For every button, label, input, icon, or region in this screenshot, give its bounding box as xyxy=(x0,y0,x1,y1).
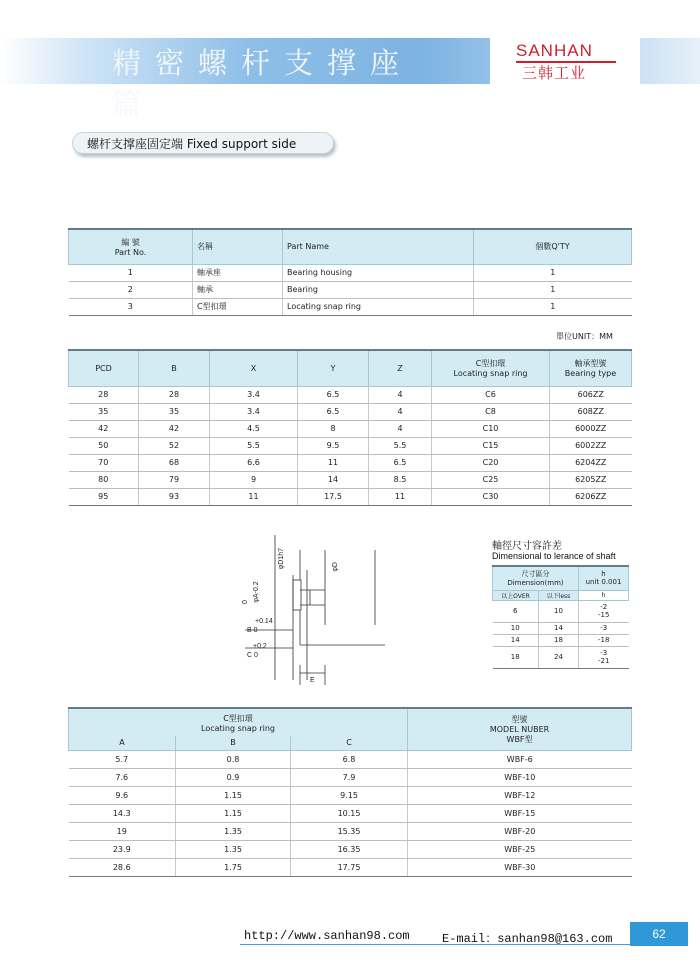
cell: -18 xyxy=(579,634,629,646)
cell: 35 xyxy=(69,403,139,420)
dim-d1h7: φD1h7 xyxy=(278,548,285,570)
table-row xyxy=(69,420,632,437)
cell: 0.8 xyxy=(176,750,291,768)
header-model: 型號 MODEL NUBER WBF型 xyxy=(408,708,632,750)
page-number: 62 xyxy=(630,922,688,946)
table-row xyxy=(493,600,629,622)
cell: 6000ZZ xyxy=(550,420,632,437)
cell: 1.15 xyxy=(176,804,291,822)
cell: 15.35 xyxy=(291,822,408,840)
header-part-name: Part Name xyxy=(283,229,474,264)
dim-b: B 0 xyxy=(247,627,258,634)
part-name-en: Bearing xyxy=(283,281,474,298)
cell: 18 xyxy=(493,646,539,668)
cell: WBF-30 xyxy=(408,858,632,876)
cell: 14 xyxy=(539,622,579,634)
cell: 4.5 xyxy=(210,420,298,437)
cell: 5.5 xyxy=(210,437,298,454)
cell: 6 xyxy=(493,600,539,622)
header-name-cn: 名稱 xyxy=(193,229,283,264)
cell: 17.5 xyxy=(298,488,369,505)
header-part-no: 編 號 Part No. xyxy=(69,229,193,264)
cell: 6204ZZ xyxy=(550,454,632,471)
footer-email[interactable]: E-mail：sanhan98@163.com xyxy=(442,932,613,946)
cell: 0.9 xyxy=(176,768,291,786)
table-row xyxy=(69,840,632,858)
table-row xyxy=(69,386,632,403)
cell: 5.7 xyxy=(69,750,176,768)
brand-name-en: SANHAN xyxy=(516,41,593,60)
header-pcd: PCD xyxy=(69,350,139,386)
header-qty: 個數Q'TY xyxy=(474,229,632,264)
header-snap-ring-group: C型扣環 Locating snap ring xyxy=(69,708,408,736)
cell: -3 -21 xyxy=(579,646,629,668)
table-row xyxy=(493,646,629,668)
tol-size-header: 尺寸區分 Dimension(mm) xyxy=(493,566,579,590)
table-row xyxy=(69,768,632,786)
cell: 80 xyxy=(69,471,139,488)
cell: 1.35 xyxy=(176,822,291,840)
cell: 5.5 xyxy=(369,437,432,454)
cell: WBF-12 xyxy=(408,786,632,804)
tol-less-header: 以下less xyxy=(539,590,579,600)
part-no: 1 xyxy=(69,264,193,281)
cell: 4 xyxy=(369,403,432,420)
cell: 35 xyxy=(139,403,210,420)
cell: 10 xyxy=(493,622,539,634)
cell: 14.3 xyxy=(69,804,176,822)
tol-h2-header: h xyxy=(579,590,629,600)
dim-c: C 0 xyxy=(247,652,258,659)
cell: C6 xyxy=(432,386,550,403)
cell: 6.8 xyxy=(291,750,408,768)
cell: 68 xyxy=(139,454,210,471)
header-bearing-type: 軸承型號 Bearing type xyxy=(550,350,632,386)
cell: 42 xyxy=(139,420,210,437)
dim-a: φA-0.2 xyxy=(253,581,260,603)
table-row xyxy=(69,471,632,488)
header-snap-ring: C型扣環 Locating snap ring xyxy=(432,350,550,386)
cell: C15 xyxy=(432,437,550,454)
table-row xyxy=(69,264,632,281)
tol-over-header: 以上OVER xyxy=(493,590,539,600)
cell: 8.5 xyxy=(369,471,432,488)
cell: 9.6 xyxy=(69,786,176,804)
cell: 9.5 xyxy=(298,437,369,454)
table-row xyxy=(69,488,632,505)
cell: 7.6 xyxy=(69,768,176,786)
dim-e: E xyxy=(310,677,315,684)
cell: WBF-6 xyxy=(408,750,632,768)
cell: 11 xyxy=(298,454,369,471)
cell: 50 xyxy=(69,437,139,454)
cell: 23.9 xyxy=(69,840,176,858)
cell: C25 xyxy=(432,471,550,488)
dimension-table xyxy=(68,349,632,506)
cell: 16.35 xyxy=(291,840,408,858)
cell: 70 xyxy=(69,454,139,471)
cell: 11 xyxy=(369,488,432,505)
cell: 52 xyxy=(139,437,210,454)
table-row xyxy=(69,298,632,315)
part-name-cn: C型扣環 xyxy=(193,298,283,315)
cell: WBF-10 xyxy=(408,768,632,786)
section-heading: 螺杆支撑座固定端 Fixed support side xyxy=(72,132,334,154)
cell: WBF-20 xyxy=(408,822,632,840)
cell: -2 -15 xyxy=(579,600,629,622)
table-row xyxy=(69,454,632,471)
table-row xyxy=(69,403,632,420)
part-qty: 1 xyxy=(474,281,632,298)
cell: 8 xyxy=(298,420,369,437)
header-b: B xyxy=(139,350,210,386)
cell: 17.75 xyxy=(291,858,408,876)
cell: 7.9 xyxy=(291,768,408,786)
table-row xyxy=(69,804,632,822)
table-row xyxy=(69,281,632,298)
footer-website-link[interactable]: http://www.sanhan98.com xyxy=(244,929,410,943)
cell: 95 xyxy=(69,488,139,505)
snap-ring-groove-drawing xyxy=(225,530,400,695)
cell: 14 xyxy=(493,634,539,646)
cell: 24 xyxy=(539,646,579,668)
cell: 6.5 xyxy=(369,454,432,471)
tolerance-table xyxy=(492,565,629,669)
table-row xyxy=(69,822,632,840)
cell: 4 xyxy=(369,420,432,437)
cell: WBF-15 xyxy=(408,804,632,822)
cell: 1.75 xyxy=(176,858,291,876)
cell: 28 xyxy=(139,386,210,403)
cell: 608ZZ xyxy=(550,403,632,420)
table-row xyxy=(69,858,632,876)
dim-a-zero: 0 xyxy=(242,600,249,604)
cell: 6206ZZ xyxy=(550,488,632,505)
tolerance-title-cn: 軸徑尺寸容許差 xyxy=(492,541,562,552)
cell: 1.35 xyxy=(176,840,291,858)
table-row xyxy=(69,437,632,454)
part-name-en: Locating snap ring xyxy=(283,298,474,315)
cell: 6002ZZ xyxy=(550,437,632,454)
cell: C30 xyxy=(432,488,550,505)
cell: 10 xyxy=(539,600,579,622)
table-row xyxy=(69,786,632,804)
part-no: 2 xyxy=(69,281,193,298)
cell: 42 xyxy=(69,420,139,437)
header-c: C xyxy=(291,736,408,750)
part-no: 3 xyxy=(69,298,193,315)
tolerance-title-en: Dimensional to lerance of shaft xyxy=(492,551,616,561)
cell: 9 xyxy=(210,471,298,488)
cell: 6205ZZ xyxy=(550,471,632,488)
cell: 6.6 xyxy=(210,454,298,471)
unit-label: 單位UNIT：MM xyxy=(556,332,613,341)
cell: 606ZZ xyxy=(550,386,632,403)
cell: 6.5 xyxy=(298,386,369,403)
snap-ring-table xyxy=(68,707,632,877)
page-title: 精密螺杆支撑座篇 xyxy=(112,46,414,121)
header-a: A xyxy=(69,736,176,750)
cell: 3.4 xyxy=(210,403,298,420)
brand-name-cn: 三韩工业 xyxy=(522,64,587,82)
header-z: Z xyxy=(369,350,432,386)
cell: 4 xyxy=(369,386,432,403)
header-y: Y xyxy=(298,350,369,386)
cell: 3.4 xyxy=(210,386,298,403)
cell: 93 xyxy=(139,488,210,505)
cell: 79 xyxy=(139,471,210,488)
cell: 19 xyxy=(69,822,176,840)
dim-c-tol: +0.2 xyxy=(253,643,267,650)
cell: C8 xyxy=(432,403,550,420)
cell: 11 xyxy=(210,488,298,505)
table-row xyxy=(69,750,632,768)
cell: WBF-25 xyxy=(408,840,632,858)
cell: 28 xyxy=(69,386,139,403)
cell: 6.5 xyxy=(298,403,369,420)
dim-b-tol: +0.14 xyxy=(255,618,273,625)
cell: C20 xyxy=(432,454,550,471)
cell: 14 xyxy=(298,471,369,488)
part-name-cn: 軸承 xyxy=(193,281,283,298)
table-row xyxy=(493,622,629,634)
cell: -3 xyxy=(579,622,629,634)
dim-d: φD xyxy=(332,562,339,572)
part-qty: 1 xyxy=(474,264,632,281)
cell: 1.15 xyxy=(176,786,291,804)
cell: 18 xyxy=(539,634,579,646)
header-b: B xyxy=(176,736,291,750)
part-qty: 1 xyxy=(474,298,632,315)
cell: C10 xyxy=(432,420,550,437)
parts-table xyxy=(68,228,632,316)
header-x: X xyxy=(210,350,298,386)
part-name-cn: 軸承座 xyxy=(193,264,283,281)
cell: 9.15 xyxy=(291,786,408,804)
part-name-en: Bearing housing xyxy=(283,264,474,281)
table-row xyxy=(493,634,629,646)
cell: 28.6 xyxy=(69,858,176,876)
cell: 10.15 xyxy=(291,804,408,822)
tol-h-header: h unit 0.001 xyxy=(579,566,629,590)
